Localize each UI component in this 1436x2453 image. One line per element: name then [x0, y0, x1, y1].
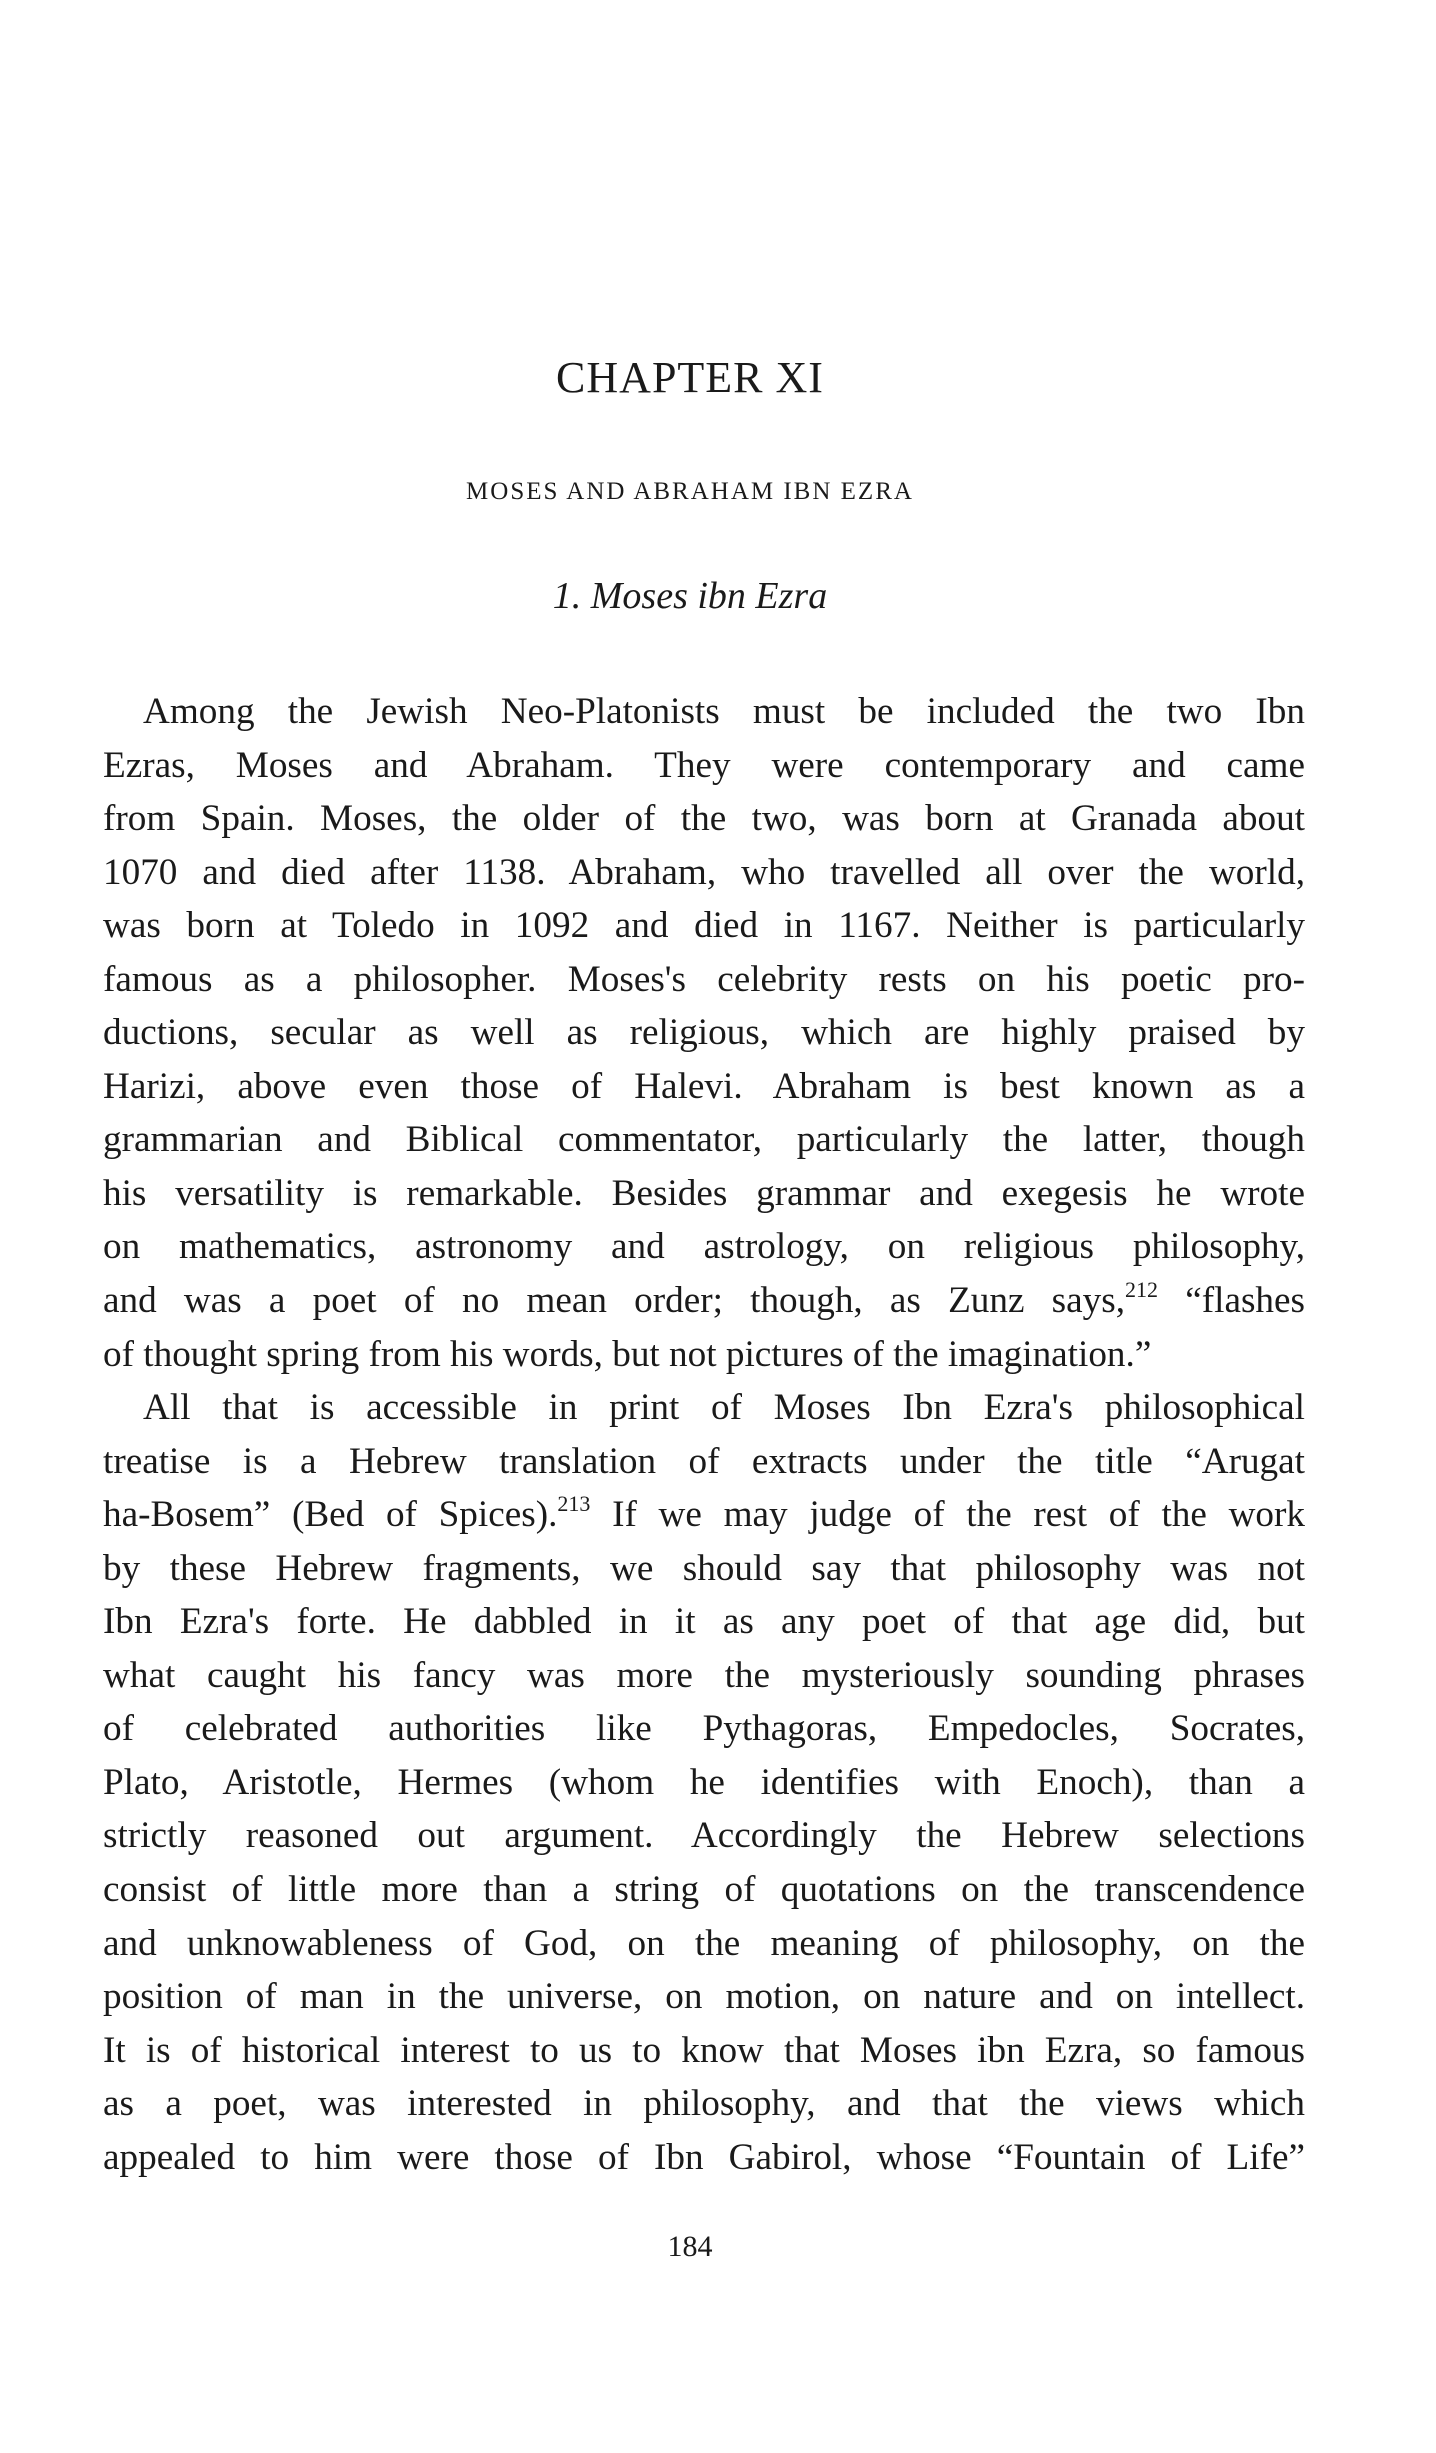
- text-line: on mathematics, astronomy and astrology, on religious philosophy,: [103, 1226, 1305, 1268]
- text-line: grammarian and Biblical commentator, particularly the latter, though: [103, 1119, 1305, 1161]
- footnote-ref-213[interactable]: 213: [557, 1491, 591, 1517]
- chapter-title: CHAPTER XI: [556, 353, 824, 402]
- text-line: treatise is a Hebrew translation of extracts under the title “Arugat: [103, 1440, 1305, 1482]
- footnote-ref-212[interactable]: 212: [1125, 1277, 1159, 1303]
- text-line: All that is accessible in print of Moses Ibn Ezra's philosophical: [143, 1387, 1305, 1429]
- text-line: was born at Toledo in 1092 and died in 1167. Neither is particularly: [103, 905, 1305, 947]
- text-line: as a poet, was interested in philosophy, and that the views which: [103, 2083, 1305, 2125]
- body-text: [103, 685, 1305, 2184]
- line-text-before: ha-Bosem” (Bed of Spices).: [103, 1494, 558, 1536]
- text-line: Ibn Ezra's forte. He dabbled in it as any poet of that age did, but: [103, 1601, 1305, 1643]
- text-line: of celebrated authorities like Pythagoras, Empedocles, Socrates,: [103, 1708, 1305, 1750]
- chapter-subtitle: MOSES AND ABRAHAM IBN EZRA: [466, 478, 914, 505]
- text-line: by these Hebrew fragments, we should say that philosophy was not: [103, 1547, 1305, 1589]
- line-text-after: “flashes: [1158, 1280, 1305, 1322]
- text-line-with-footnote: [103, 1488, 1305, 1542]
- line-text-after: If we may judge of the rest of the work: [590, 1494, 1306, 1536]
- text-line: and unknowableness of God, on the meaning of philosophy, on the: [103, 1922, 1305, 1964]
- text-line: Plato, Aristotle, Hermes (whom he identifies with Enoch), than a: [103, 1761, 1305, 1803]
- text-line: Harizi, above even those of Halevi. Abraham is best known as a: [103, 1065, 1305, 1107]
- paragraph-2: [103, 1381, 1305, 2184]
- text-line: 1070 and died after 1138. Abraham, who travelled all over the world,: [103, 851, 1305, 893]
- text-line: famous as a philosopher. Moses's celebrity rests on his poetic pro-: [103, 958, 1305, 1000]
- text-line: his versatility is remarkable. Besides grammar and exegesis he wrote: [103, 1172, 1305, 1214]
- line-text-before: and was a poet of no mean order; though, as Zunz says,: [103, 1280, 1126, 1322]
- text-line: what caught his fancy was more the mysteriously sounding phrases: [103, 1654, 1305, 1696]
- text-line: strictly reasoned out argument. Accordingly the Hebrew selections: [103, 1815, 1305, 1857]
- section-heading: 1. Moses ibn Ezra: [552, 575, 828, 617]
- text-line: Ezras, Moses and Abraham. They were contemporary and came: [103, 744, 1305, 786]
- paragraph-1: [103, 685, 1305, 1381]
- text-line: consist of little more than a string of quotations on the transcendence: [103, 1869, 1305, 1911]
- text-line-with-footnote: [103, 1274, 1305, 1328]
- text-line: position of man in the universe, on motion, on nature and on intellect.: [103, 1976, 1305, 2018]
- page-number: 184: [667, 2230, 713, 2263]
- text-line: It is of historical interest to us to know that Moses ibn Ezra, so famous: [103, 2029, 1305, 2071]
- text-line: ductions, secular as well as religious, which are highly praised by: [103, 1012, 1305, 1054]
- text-line: Among the Jewish Neo-Platonists must be included the two Ibn: [143, 691, 1305, 732]
- text-line: from Spain. Moses, the older of the two, was born at Granada about: [103, 798, 1305, 840]
- text-line: appealed to him were those of Ibn Gabirol, whose “Fountain of Life”: [103, 2136, 1305, 2178]
- text-line: of thought spring from his words, but not pictures of the imagination.”: [103, 1333, 1152, 1375]
